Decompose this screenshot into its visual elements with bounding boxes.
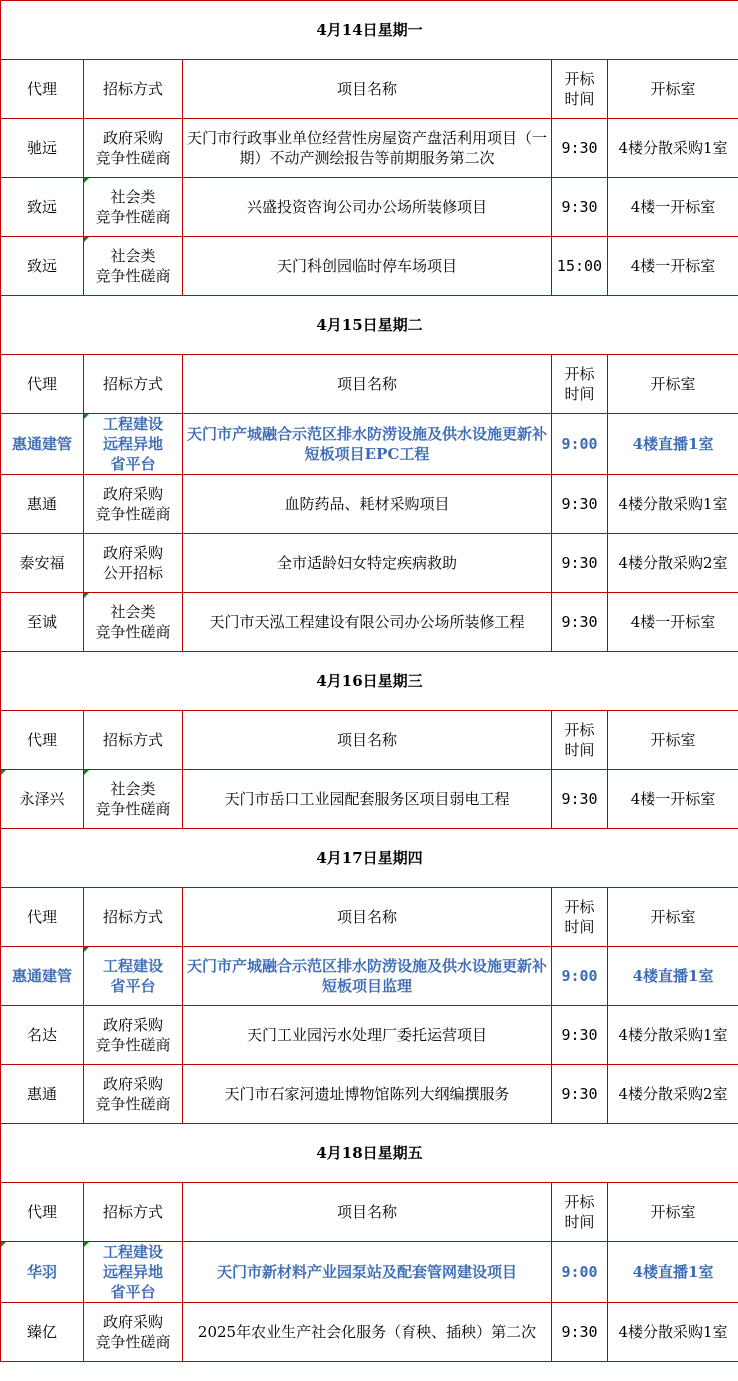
time-cell: 9:30 <box>552 178 608 237</box>
method-line: 竞争性磋商 <box>95 267 171 285</box>
time-cell: 9:00 <box>552 1242 608 1303</box>
day-title: 4月18日星期五 <box>1 1124 738 1183</box>
day-title-row <box>1 1124 738 1183</box>
method-line: 竞争性磋商 <box>95 1095 171 1113</box>
time-cell: 9:30 <box>552 119 608 178</box>
project-cell: 天门市天泓工程建设有限公司办公场所装修工程 <box>183 593 552 652</box>
table-row <box>1 534 738 593</box>
time-cell: 9:30 <box>552 593 608 652</box>
project-cell: 天门市石家河遗址博物馆陈列大纲编撰服务 <box>183 1065 552 1124</box>
method-line: 省平台 <box>110 1283 156 1301</box>
method-cell <box>84 475 183 534</box>
method-cell <box>84 1065 183 1124</box>
table-row <box>1 947 738 1006</box>
header-room: 开标室 <box>608 355 738 414</box>
method-line: 竞争性磋商 <box>95 623 171 641</box>
day-title: 4月14日星期一 <box>1 1 738 60</box>
method-cell <box>84 593 183 652</box>
table-row <box>1 1006 738 1065</box>
method-line: 省平台 <box>110 455 156 473</box>
room-cell: 4楼一开标室 <box>608 770 738 829</box>
day-title-row <box>1 829 738 888</box>
table-row <box>1 237 738 296</box>
header-time-line2: 时间 <box>564 1213 595 1231</box>
room-cell: 4楼分散采购1室 <box>608 475 738 534</box>
header-time <box>552 711 608 770</box>
header-time-line2: 时间 <box>564 90 595 108</box>
table-row <box>1 414 738 475</box>
header-time <box>552 888 608 947</box>
method-line: 工程建设 <box>102 1243 163 1261</box>
time-cell: 9:30 <box>552 1006 608 1065</box>
agent-cell: 泰安福 <box>1 534 84 593</box>
time-cell: 9:00 <box>552 414 608 475</box>
method-cell <box>84 1303 183 1362</box>
method-cell <box>84 237 183 296</box>
method-cell <box>84 414 183 475</box>
table-row <box>1 119 738 178</box>
method-cell <box>84 178 183 237</box>
method-line: 竞争性磋商 <box>95 1036 171 1054</box>
room-cell: 4楼一开标室 <box>608 593 738 652</box>
project-cell: 2025年农业生产社会化服务（育秧、插秧）第二次 <box>183 1303 552 1362</box>
project-cell: 天门工业园污水处理厂委托运营项目 <box>183 1006 552 1065</box>
agent-cell: 致远 <box>1 237 84 296</box>
project-cell: 血防药品、耗材采购项目 <box>183 475 552 534</box>
header-method: 招标方式 <box>84 1183 183 1242</box>
method-cell <box>84 1242 183 1303</box>
agent-cell: 永泽兴 <box>1 770 84 829</box>
time-cell: 9:30 <box>552 534 608 593</box>
table-row <box>1 1303 738 1362</box>
project-cell: 兴盛投资咨询公司办公场所装修项目 <box>183 178 552 237</box>
table-row <box>1 475 738 534</box>
schedule-body <box>1 1 738 1362</box>
header-time <box>552 355 608 414</box>
header-agent: 代理 <box>1 1183 84 1242</box>
header-project: 项目名称 <box>183 60 552 119</box>
project-cell: 天门市行政事业单位经营性房屋资产盘活利用项目（一期）不动产测绘报告等前期服务第二次 <box>183 119 552 178</box>
header-method: 招标方式 <box>84 355 183 414</box>
header-time-line1: 开标 <box>564 898 595 916</box>
header-time-line1: 开标 <box>564 70 595 88</box>
method-line: 社会类 <box>110 188 156 206</box>
room-cell: 4楼直播1室 <box>608 414 738 475</box>
header-room: 开标室 <box>608 1183 738 1242</box>
time-cell: 15:00 <box>552 237 608 296</box>
table-row <box>1 1242 738 1303</box>
room-cell: 4楼分散采购1室 <box>608 119 738 178</box>
method-line: 政府采购 <box>102 485 163 503</box>
method-line: 政府采购 <box>102 1075 163 1093</box>
method-line: 工程建设 <box>102 415 163 433</box>
time-cell: 9:30 <box>552 1303 608 1362</box>
header-project: 项目名称 <box>183 355 552 414</box>
day-title-row <box>1 652 738 711</box>
day-title: 4月17日星期四 <box>1 829 738 888</box>
project-cell: 天门市岳口工业园配套服务区项目弱电工程 <box>183 770 552 829</box>
method-line: 竞争性磋商 <box>95 149 171 167</box>
header-time-line2: 时间 <box>564 385 595 403</box>
method-line: 竞争性磋商 <box>95 800 171 818</box>
header-row <box>1 1183 738 1242</box>
method-line: 政府采购 <box>102 1016 163 1034</box>
method-line: 省平台 <box>110 977 156 995</box>
method-line: 政府采购 <box>102 1313 163 1331</box>
header-room: 开标室 <box>608 711 738 770</box>
header-time-line1: 开标 <box>564 721 595 739</box>
agent-cell: 至诚 <box>1 593 84 652</box>
method-line: 公开招标 <box>102 564 163 582</box>
room-cell: 4楼直播1室 <box>608 1242 738 1303</box>
project-cell: 天门科创园临时停车场项目 <box>183 237 552 296</box>
header-method: 招标方式 <box>84 711 183 770</box>
agent-cell: 惠通建管 <box>1 947 84 1006</box>
header-row <box>1 711 738 770</box>
header-time-line1: 开标 <box>564 1193 595 1211</box>
room-cell: 4楼一开标室 <box>608 237 738 296</box>
method-cell <box>84 119 183 178</box>
day-title: 4月16日星期三 <box>1 652 738 711</box>
method-line: 竞争性磋商 <box>95 1333 171 1351</box>
agent-cell: 名达 <box>1 1006 84 1065</box>
header-agent: 代理 <box>1 711 84 770</box>
method-cell <box>84 770 183 829</box>
method-line: 政府采购 <box>102 129 163 147</box>
method-line: 远程异地 <box>102 1263 163 1281</box>
method-line: 社会类 <box>110 603 156 621</box>
method-cell <box>84 947 183 1006</box>
table-row <box>1 1065 738 1124</box>
room-cell: 4楼分散采购2室 <box>608 534 738 593</box>
header-room: 开标室 <box>608 60 738 119</box>
method-cell <box>84 534 183 593</box>
table-row <box>1 178 738 237</box>
header-row <box>1 60 738 119</box>
agent-cell: 华羽 <box>1 1242 84 1303</box>
day-title: 4月15日星期二 <box>1 296 738 355</box>
table-row <box>1 770 738 829</box>
header-agent: 代理 <box>1 888 84 947</box>
header-time <box>552 1183 608 1242</box>
header-time-line2: 时间 <box>564 741 595 759</box>
time-cell: 9:30 <box>552 475 608 534</box>
room-cell: 4楼分散采购2室 <box>608 1065 738 1124</box>
method-cell <box>84 1006 183 1065</box>
room-cell: 4楼一开标室 <box>608 178 738 237</box>
time-cell: 9:30 <box>552 770 608 829</box>
room-cell: 4楼分散采购1室 <box>608 1303 738 1362</box>
table-row <box>1 593 738 652</box>
header-time <box>552 60 608 119</box>
agent-cell: 惠通 <box>1 475 84 534</box>
header-project: 项目名称 <box>183 888 552 947</box>
project-cell: 天门市产城融合示范区排水防涝设施及供水设施更新补短板项目监理 <box>183 947 552 1006</box>
header-method: 招标方式 <box>84 60 183 119</box>
header-time-line1: 开标 <box>564 365 595 383</box>
agent-cell: 致远 <box>1 178 84 237</box>
agent-cell: 臻亿 <box>1 1303 84 1362</box>
project-cell: 全市适龄妇女特定疾病救助 <box>183 534 552 593</box>
method-line: 政府采购 <box>102 544 163 562</box>
header-agent: 代理 <box>1 60 84 119</box>
header-row <box>1 355 738 414</box>
header-agent: 代理 <box>1 355 84 414</box>
header-project: 项目名称 <box>183 1183 552 1242</box>
day-title-row <box>1 296 738 355</box>
header-time-line2: 时间 <box>564 918 595 936</box>
header-method: 招标方式 <box>84 888 183 947</box>
time-cell: 9:00 <box>552 947 608 1006</box>
header-row <box>1 888 738 947</box>
agent-cell: 惠通建管 <box>1 414 84 475</box>
method-line: 工程建设 <box>102 957 163 975</box>
room-cell: 4楼分散采购1室 <box>608 1006 738 1065</box>
header-room: 开标室 <box>608 888 738 947</box>
project-cell: 天门市产城融合示范区排水防涝设施及供水设施更新补短板项目EPC工程 <box>183 414 552 475</box>
method-line: 社会类 <box>110 247 156 265</box>
method-line: 远程异地 <box>102 435 163 453</box>
time-cell: 9:30 <box>552 1065 608 1124</box>
day-title-row <box>1 1 738 60</box>
method-line: 社会类 <box>110 780 156 798</box>
project-cell: 天门市新材料产业园泵站及配套管网建设项目 <box>183 1242 552 1303</box>
room-cell: 4楼直播1室 <box>608 947 738 1006</box>
method-line: 竞争性磋商 <box>95 208 171 226</box>
header-project: 项目名称 <box>183 711 552 770</box>
agent-cell: 惠通 <box>1 1065 84 1124</box>
method-line: 竞争性磋商 <box>95 505 171 523</box>
agent-cell: 驰远 <box>1 119 84 178</box>
